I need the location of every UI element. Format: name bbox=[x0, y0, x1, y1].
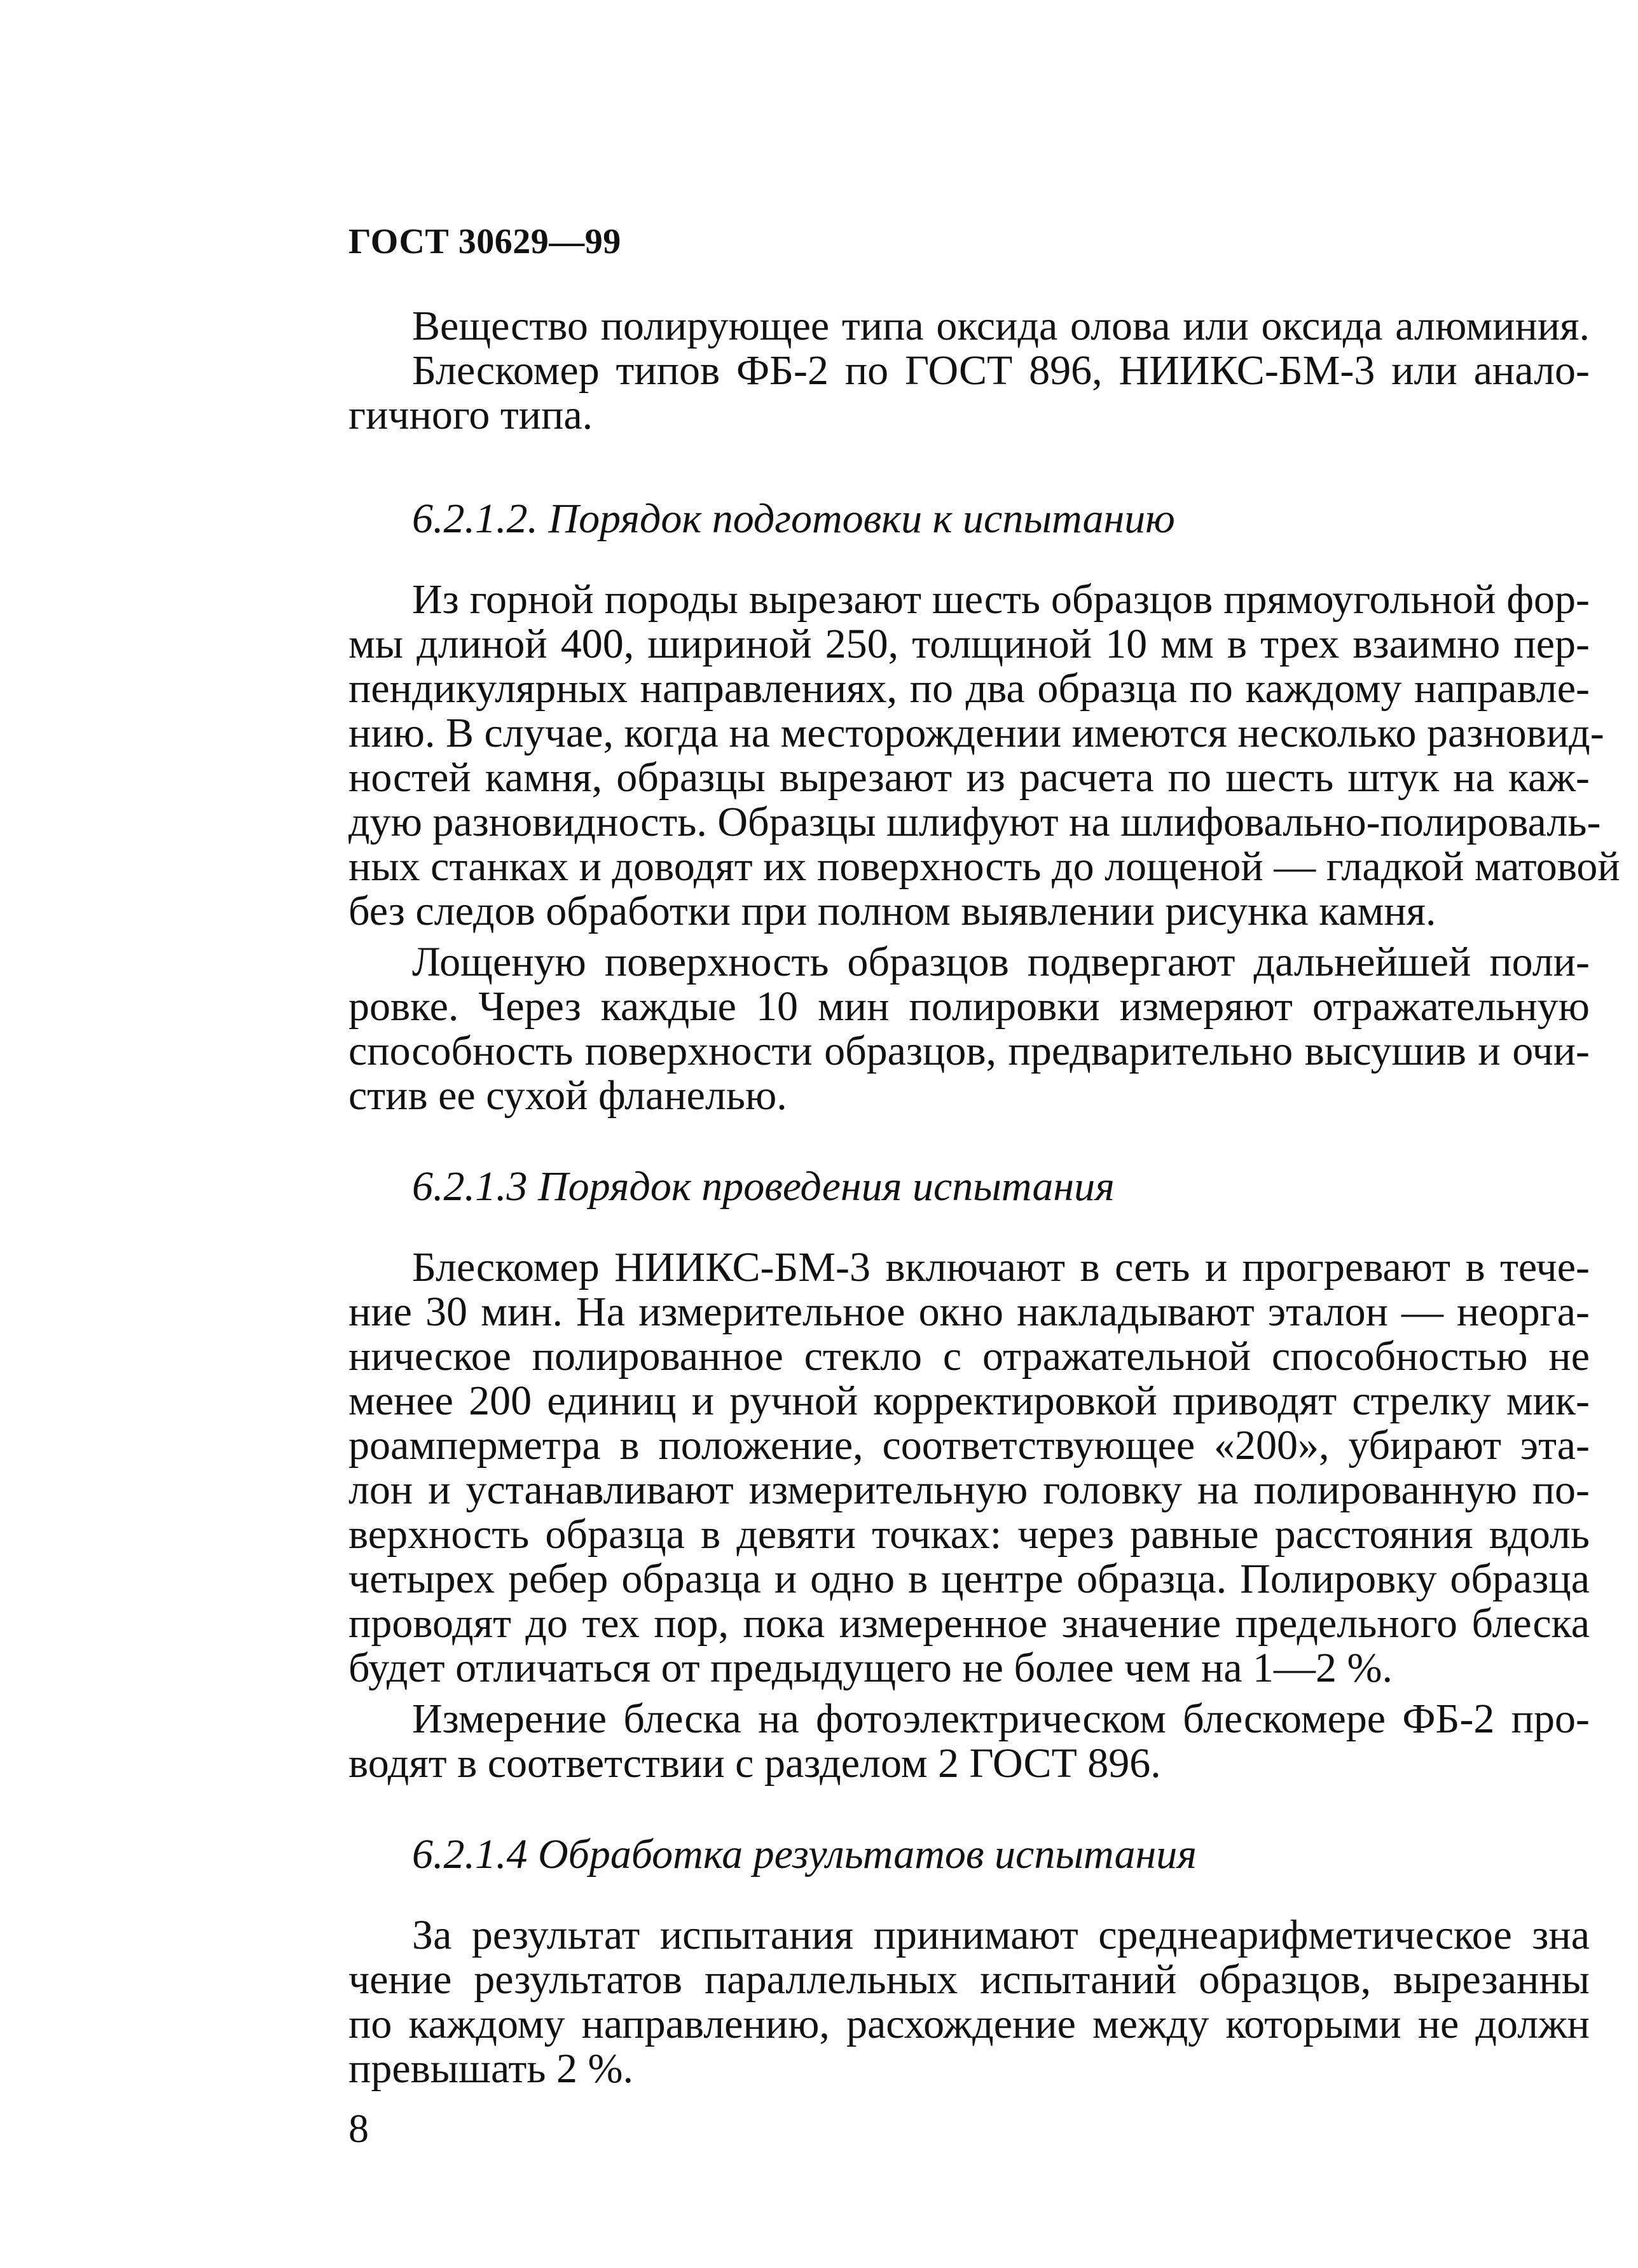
section-heading: 6.2.1.4 Обработка результатов испытания bbox=[412, 1831, 1197, 1877]
text-line: дую разновидность. Образцы шлифуют на шлифовально-полироваль- bbox=[348, 799, 1601, 845]
text-line: без следов обработки при полном выявлении рисунка камня. bbox=[348, 888, 1436, 934]
text-line: ническое полированное стекло с отражательной способностью не bbox=[348, 1333, 1590, 1379]
text-line: ных станках и доводят их поверхность до лощеной — гладкой матовой bbox=[348, 843, 1620, 890]
text-line: водят в соответствии с разделом 2 ГОСТ 896. bbox=[348, 1740, 1161, 1787]
section-heading: 6.2.1.3 Порядок проведения испытания bbox=[412, 1163, 1115, 1210]
text-line: по каждому направлению, расхождение между которыми не должн bbox=[348, 2001, 1590, 2047]
text-line: менее 200 единиц и ручной корректировкой приводят стрелку мик- bbox=[348, 1378, 1590, 1424]
text-line: Блескомер типов ФБ-2 по ГОСТ 896, НИИКС-БМ-3 или анало- bbox=[412, 347, 1590, 394]
text-line: будет отличаться от предыдущего не более чем на 1—2 %. bbox=[348, 1645, 1393, 1691]
text-line: ровке. Через каждые 10 мин полировки измеряют отражательную bbox=[348, 983, 1590, 1030]
text-line: верхность образца в девяти точках: через равные расстояния вдоль bbox=[348, 1511, 1590, 1558]
text-line: пендикулярных направлениях, по два образца по каждому направле- bbox=[348, 665, 1590, 712]
text-line: роамперметра в положение, соответствующее «200», убирают эта- bbox=[348, 1422, 1590, 1469]
text-line: мы длиной 400, шириной 250, толщиной 10 мм в трех взаимно пер- bbox=[348, 621, 1590, 667]
text-line: чение результатов параллельных испытаний образцов, вырезанны bbox=[348, 1956, 1590, 2003]
text-line: ние 30 мин. На измерительное окно накладывают эталон — неорга- bbox=[348, 1289, 1590, 1335]
text-line: четырех ребер образца и одно в центре образца. Полировку образца bbox=[348, 1556, 1590, 1602]
text-line: Лощеную поверхность образцов подвергают дальнейшей поли- bbox=[412, 939, 1590, 985]
text-line: Измерение блеска на фотоэлектрическом блескомере ФБ-2 про- bbox=[412, 1696, 1590, 1742]
text-line: Из горной породы вырезают шесть образцов прямоугольной фор- bbox=[412, 576, 1590, 623]
text-line: Вещество полирующее типа оксида олова или оксида алюминия. bbox=[412, 303, 1590, 349]
text-line: стив ее сухой фланелью. bbox=[348, 1072, 787, 1119]
page-number: 8 bbox=[348, 2106, 369, 2151]
section-heading: 6.2.1.2. Порядок подготовки к испытанию bbox=[412, 495, 1175, 542]
text-line: За результат испытания принимают среднеарифметическое зна bbox=[412, 1912, 1590, 1958]
text-line: Блескомер НИИКС-БМ-3 включают в сеть и прогревают в тече- bbox=[412, 1244, 1590, 1290]
document-header: ГОСТ 30629—99 bbox=[348, 222, 621, 261]
text-line: лон и устанавливают измерительную головку на полированную по- bbox=[348, 1467, 1590, 1513]
text-line: проводят до тех пор, пока измеренное значение предельного блеска bbox=[348, 1600, 1590, 1647]
text-line: ностей камня, образцы вырезают из расчета по шесть штук на каж- bbox=[348, 754, 1590, 801]
text-line: превышать 2 %. bbox=[348, 2045, 633, 2092]
text-line: нию. В случае, когда на месторождении имеются несколько разновид- bbox=[348, 710, 1604, 756]
text-line: гичного типа. bbox=[348, 392, 593, 438]
text-line: способность поверхности образцов, предварительно высушив и очи- bbox=[348, 1028, 1590, 1074]
